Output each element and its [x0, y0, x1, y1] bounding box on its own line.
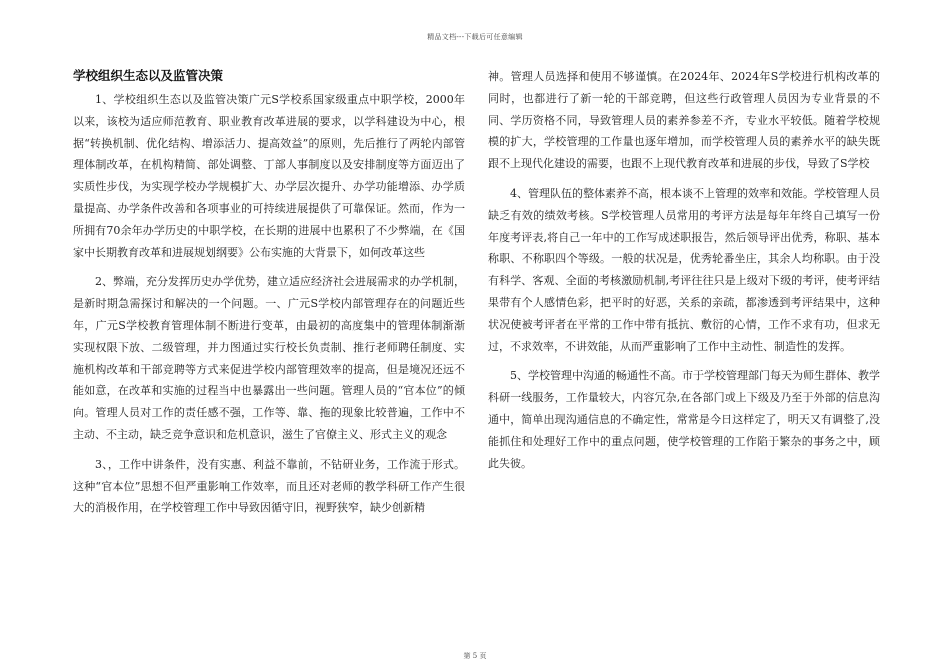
paragraph-3: 3、，工作中讲条件，没有实惠、利益不靠前，不钻研业务，工作流于形式。这种“官本位”思想不但严重影响工作效率，而且还对老师的教学科研工作产生很大的消极作用，在学校管理工作中导致因循守旧，视野狭窄，缺少创新精 — [73, 457, 465, 515]
paragraph-2: 2、弊端，充分发挥历史办学优势，建立适应经济社会进展需求的办学机制，是新时期急需探讨和解决的一个问题。一、广元S学校内部管理存在的问题近些年，广元S学校教育管理体制不断进行变革，由最初的高度集中的管理体制渐渐实现权限下放、二级管理，并力图通过实行校长负责制、推行老师聘任制度、实施机构改革和干部竞聘等方式来促进学校内部管理效率的提高，但是境况还远不能如意，在改革和实施的过程当中也暴露出一些问题。管理人员的“官本位”的倾向。管理人员对工作的责任感不强，工作等、靠、拖的现象比较普遍，工作中不主动、不主动，缺乏竞争意识和危机意识，滋生了官僚主义、形式主义的观念 — [73, 275, 465, 441]
paragraph-3-continuation: 神。管理人员选择和使用不够谨慎。在2024年、2024年S学校进行机构改革的同时，也都进行了新一轮的干部竞聘，但这些行政管理人员因为专业背景的不同、学历资格不同，导致管理人员的素养参差不齐，专业水平较低。随着学校规模的扩大，学校管理的工作量也逐年增加，而学校管理人员的素养水平的缺失既跟不上现代化建设的需要，也跟不上现代教育改革和进展的步伐，导致了S学校 — [488, 70, 880, 171]
right-column — [488, 66, 880, 474]
paragraph-1: 1、学校组织生态以及监管决策广元S学校系国家级重点中职学校，2000年以来，该校为适应师范教育、职业教育改革进展的要求，以学科建设为中心，根据“转换机制、优化结构、增添活力、提高效益”的原则，先后推行了两轮内部管理体制改革，在机构精简、部处调整、丁部人事制度以及安排制度等方面迈出了实质性步伐，为实现学校办学规模扩大、办学层次提升、办学功能增添、办学质量提高、办学条件改善和各项事业的可持续进展提供了可靠保证。然而，作为一所拥有70余年办学历史的中职学校，在长期的进展中也累积了不少弊端，在《国家中长期教育改革和进展规划纲要》公布实施的大背景下，如何改革这些 — [73, 93, 465, 259]
page-number: 第 5 页 — [463, 652, 487, 660]
paragraph-5: 5、学校管理中沟通的畅通性不高。市于学校管理部门每天为师生群体、教学科研一线服务，工作量较大，内容冗杂,在各部门或上下级及乃至于外部的信息沟通中，简单出现沟通信息的不确定性，常常是今日这样定了，明天又有调整了,没能抓住和处理好工作中的重点问题，使学校管理的工作陷于繁杂的事务之中，顾此失彼。 — [488, 369, 880, 470]
document-title: 学校组织生态以及监管决策 — [73, 68, 224, 83]
page-header: 精品文档---下载后可任意编辑 — [427, 33, 523, 41]
left-column — [73, 66, 465, 519]
paragraph-4: 4、管理队伍的整体素养不高，根本谈不上管理的效率和效能。学校管理人员缺乏有效的绩效考核。S学校管理人员常用的考评方法是每年年终自己填写一份年度考评表,将自己一年中的工作写成述职报告，然后领导评出优秀，称职、基本称职、不称职四个等级。一般的状况是，优秀轮番坐庄，其余人均称职。由于没有科学、客观、全面的考核激励机制,考评往往只是上级对下级的考评，使考评结果带有个人感情色彩，把平时的好恶，关系的亲疏，都渗透到考评结果中，这种状况使被考评者在平常的工作中带有抵抗、敷衍的心情，工作不求有功，但求无过，不求效率，不讲效能，从而严重影响了工作中主动性、制造性的发挥。 — [488, 186, 880, 353]
